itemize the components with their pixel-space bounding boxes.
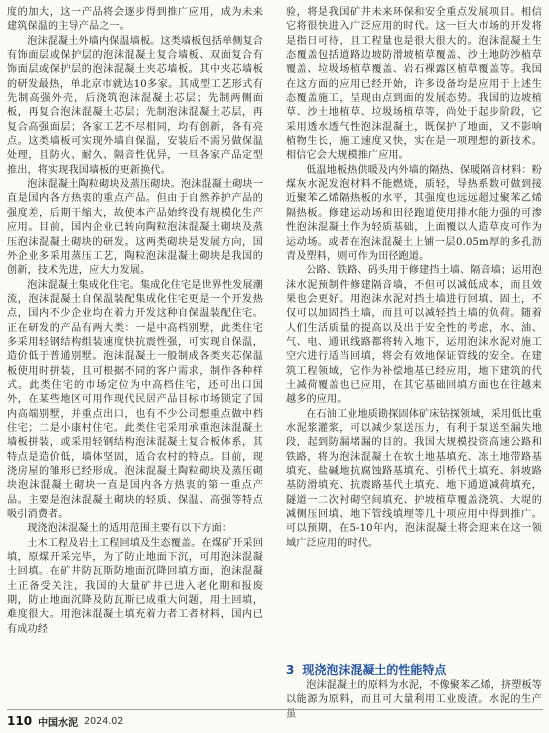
left-text-column	[7, 6, 263, 703]
paragraph: 现浇泡沫混凝土的适用范围主要有以下方面：	[27, 523, 233, 535]
page-footer	[7, 713, 123, 729]
paragraph: 泡沫混凝土外墙内保温墙板。这类墙板包括单侧复合有饰面层或保护层的泡沫混凝土复合墙板、双面复合有饰面层或保护层的泡沫混凝土夹芯墙板。其中夹芯墙板的研发最热，单北京市就达10多家。其成型工艺形式有先制高强外壳，后浇筑泡沫混凝土芯层；先制两侧面板，再复合泡沫混凝土芯层；先制泡沫混凝土芯层，再复合高强面层；各家工艺不尽相同，均有创新，各有亮点。这类墙板可实现外墙自保温，安装后不需另做保温处理，且防火、耐久、隔音性优异，一旦各家产品定型推出，将实现我国墙板的更新换代。	[7, 35, 263, 176]
section-title-text: 现浇泡沫混凝土的性能特点	[302, 663, 447, 677]
footer-divider	[7, 709, 543, 710]
right-text-column	[286, 6, 542, 652]
journal-name: 中国水泥	[38, 717, 79, 729]
section-heading	[286, 661, 542, 678]
paragraph: 在石油工业地质勘探固体矿床钻探领域，采用低比重水泥浆灌浆，可以减少泵送压力，有利于泵送至漏失地段，起到防漏堵漏的目的。我国大规模投资高速公路和铁路，将为泡沫混凝土在软土地基填充、冻土地带路基填充、盐碱地抗腐蚀路基填充、引桥代土填充、斜坡路基防滑填充、抗震路基代土填充、地下通道减荷填充，隧道一二次衬砌空间填充、护坡植草覆盖浇筑、大堤的减侧压回填、地下管线填埋等几十项应用中得到推广。可以预期，在5-10年内，泡沫混凝土将会迎来在这一领域广泛应用的时代。	[286, 408, 542, 549]
section-body-paragraph: 泡沫混凝土的原料为水泥，不像聚苯乙烯，挤塑板等以能源为原料，而且可大量利用工业废渣。水泥的生产虽	[286, 680, 542, 720]
paragraph: 土木工程及岩土工程回填及生态覆盖。在煤矿开采回填，原煤开采完毕，为了防止地面下沉，可用泡沫混凝土回填。在矿井防瓦斯防地面沉降回填方面，泡沫混凝土正备受关注，我国的大量矿井已进入老化期和报废期，防止地面沉降及防瓦斯已成重大问题，用土回填，难度很大。用泡沫混凝土填充着力者工者材料，国内已有成功经	[7, 537, 263, 635]
paragraph: 泡沫混凝土集成化住宅。集成化住宅是世界性发展潮流，泡沫混凝土自保温装配集成化住宅更是一个开发热点，国内不少企业均在着力开发这种自保温装配住宅。正在研发的产品有两大类：一是中高档别墅，此类住宅多采用轻钢结构组装速度快抗震性强，可实现自保温，造价低于普通别墅。泡沫混凝土一般制成各类夹芯保温板使用时拼装，且可根据不同的客户需求，制作各种样式。此类住宅的市场定位为中高档住宅，还可出口国外，在某些地区可用作现代民居产品目标市场锁定了国内高端别墅，并重点出口，也有不少公司想重点做中档住宅；二是小康村住宅。此类住宅采用承重泡沫混凝土墙板拼装，或采用轻钢结构泡沫混凝土复合板体系，其特点是造价低，墙体坚固，适合农村的特点。目前，现浇房屋的雏形已经形成。泡沫混凝土陶粒砌块及蒸压砌块泡沫混凝土砌块一直是国内各方热衷的第一重点产品。主要是泡沫混凝土砌块的轻质、保温、高强等特点吸引消费者。	[7, 279, 263, 521]
issue-date: 2024.02	[84, 715, 124, 727]
paragraph: 验，将是我国矿井未来环保和安全重点发展项目。相信它将很快进入广泛应用的时代。这一巨大市场的开发将是指日可待，且工程量也是很大很大的。泡沫混凝土生态覆盖包括道路边坡防滑坡植草覆盖、沙土地防沙植草覆盖、垃圾场植草覆盖、岩石裸露区植草覆盖等。我国在这方面的应用已经开始，许多设备均是应用于上述生态覆盖施工，呈现由点到面的发展态势。我国的边坡植草、沙土地植草、垃圾场植草等，尚处于起步阶段，它采用透水透气性泡沫混凝土，既保护了地面，又不影响植物生长，施工速度又快，实在是一项理想的新技术。相信它会大规模推广应用。	[286, 7, 542, 162]
paragraph: 泡沫混凝土陶粒砌块及蒸压砌块。泡沫混凝土砌块一直是国内各方热衷的重点产品。但由于自然养护产品的强度差，后期干缩大，故使本产品始终没有规模化生产应用。目前，国内企业已转向陶粒泡沫混凝土砌块及蒸压泡沫混凝土砌块的研发。这两类砌块是发展方向，国外企业多采用蒸压工艺，陶粒泡沫混凝土砌块是我国的创新，技术先进，应大力发展。	[7, 179, 263, 277]
paragraph: 低温地板热供暖及内外墙的隔热、保暖隔音材料：粉煤灰水泥发泡材料不能燃烧，质轻，导热系数可做到接近聚苯乙烯隔热板的水平，其强度也远远超过聚苯乙烯隔热板。修建运动场和田径跑道使用排水能力强的可渗性泡沫混凝土作为轻质基础，上面覆以人造草皮可作为运动场。或者在泡沫混凝土上铺一层0.05m厚的多孔沥青及塑料，则可作为田径跑道。	[286, 164, 542, 262]
section-number: 3	[286, 663, 295, 677]
paragraph: 公路、铁路、码头用于修建挡土墙、隔音墙；运用泡沫水泥预制件修建隔音墙，不但可以减低成本，而且效果也会更好。用泡沫水泥对挡土墙进行回填、固土，不仅可以加固挡土墙，而且可以减轻挡土墙的负荷。随着人们生活质量的提高以及出于安全性的考虑，水、油、气、电、通讯线路都将转入地下，运用泡沫水泥对施工空穴进行适当回填，将会有效地保证管线的安全。在建筑工程领域，它作为补偿地基已经应用，地下建筑的代土减荷覆盖也已应用，在其它基础回填方面也在往越来越多的应用。	[286, 265, 542, 406]
paragraph: 度的加大，这一产品将会逐步得到推广应用，成为未来建筑保温的主导产品之一。	[7, 7, 263, 33]
page-number: 110	[7, 714, 33, 728]
